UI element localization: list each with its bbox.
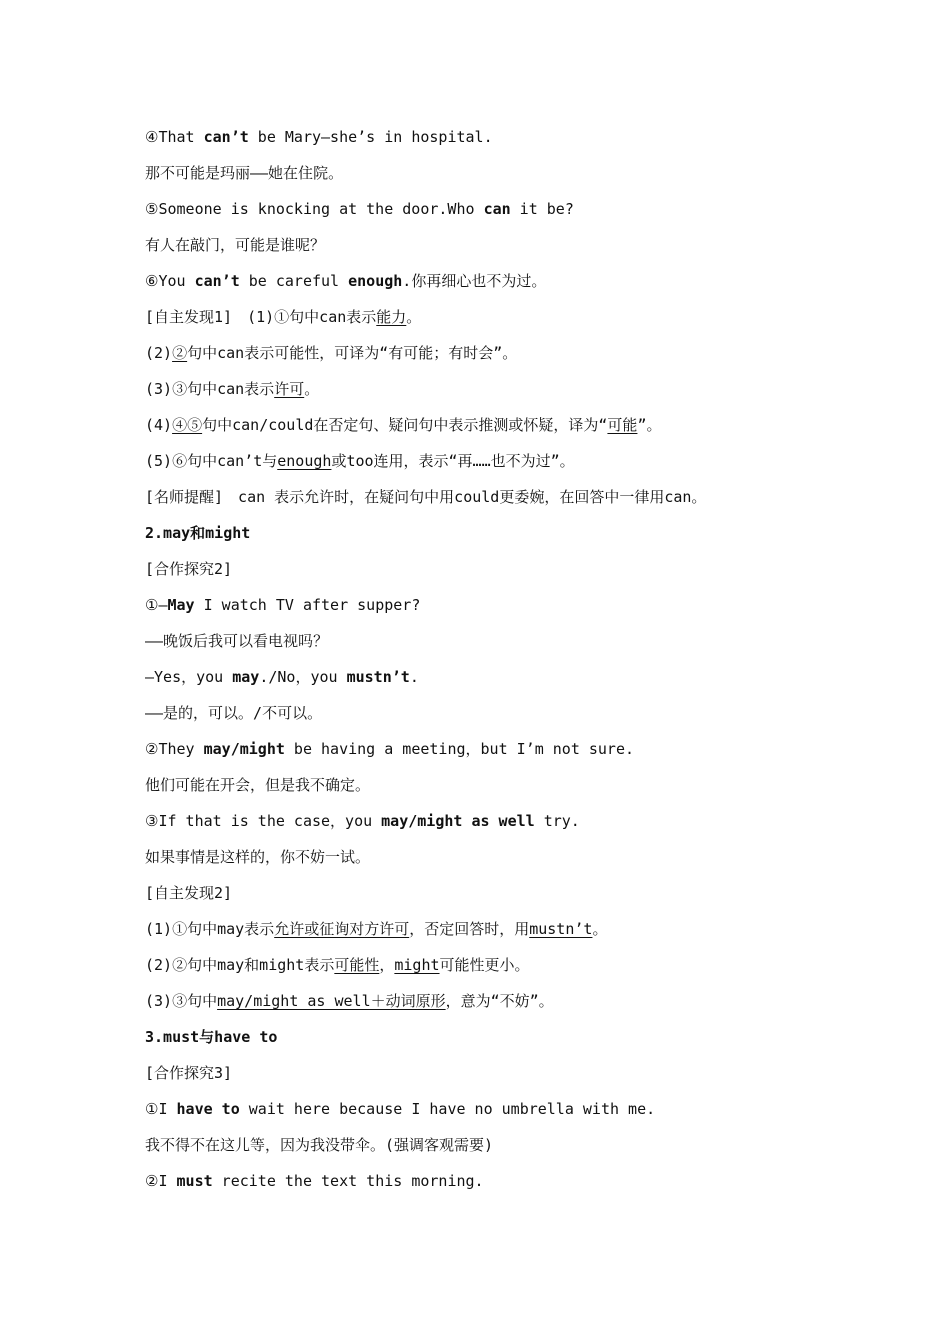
text-segment: .你再细心也不为过。 [402,272,547,290]
text-segment: ④That [145,128,204,146]
keyword-text: enough [348,272,403,290]
text-line [145,626,845,662]
text-segment: ①— [145,596,168,614]
text-segment: 我不得不在这儿等，因为我没带伞。(强调客观需要) [145,1136,494,1154]
text-segment: 他们可能在开会，但是我不确定。 [145,776,371,794]
text-segment: (1)①句中may表示 [145,920,275,938]
text-line [145,1094,845,1130]
text-segment: it be? [510,200,574,218]
answer-text: 能力 [376,308,407,326]
text-line [145,158,845,194]
text-segment: ②I [145,1172,177,1190]
text-line [145,122,845,158]
text-segment: [名师提醒] can 表示允许时，在疑问句中用could更委婉，在回答中一律用can。 [145,488,707,506]
text-segment: ，意为“不妨”。 [445,992,554,1010]
text-segment: [自主发现1] (1)①句中can表示 [145,308,377,326]
text-line [145,374,845,410]
text-line [145,590,845,626]
text-segment: ⑥You [145,272,195,290]
text-line [145,230,845,266]
text-segment: [合作探究2] [145,560,233,578]
text-segment: ①I [145,1100,177,1118]
text-segment: 有人在敲门，可能是谁呢？ [145,236,326,254]
keyword-text: may [232,668,260,686]
answer-text: might [394,956,440,974]
text-line [145,914,845,950]
text-segment: be Mary—she’s in hospital. [248,128,493,146]
text-line [145,446,845,482]
text-segment: wait here because I have no umbrella with me. [239,1100,656,1118]
text-line [145,878,845,914]
keyword-text: can’t [194,272,240,290]
keyword-text: 3.must与have to [145,1028,278,1046]
text-segment: ——晚饭后我可以看电视吗？ [145,632,329,650]
text-line [145,482,845,518]
text-line [145,770,845,806]
keyword-text: may/might as well [381,812,535,830]
text-segment: 。 [592,920,608,938]
answer-text: 许可 [274,380,305,398]
text-segment: 那不可能是玛丽——她在住院。 [145,164,344,182]
text-line [145,194,845,230]
text-segment: ，否定回答时，用 [409,920,530,938]
text-segment: 句中can表示可能性，可译为“有可能；有时会”。 [187,344,518,362]
text-line [145,734,845,770]
text-segment: try. [534,812,580,830]
text-line [145,662,845,698]
text-line [145,1058,845,1094]
keyword-text: mustn’t [346,668,410,686]
text-segment: . [409,668,419,686]
text-line [145,518,845,554]
answer-text: 可能 [607,416,638,434]
text-segment: (3)③句中 [145,992,218,1010]
text-segment: ⑤Someone is knocking at the door.Who [145,200,484,218]
keyword-text: can’t [203,128,249,146]
answer-text: enough [277,452,332,470]
text-segment: 。 [406,308,422,326]
text-segment: 。 [304,380,320,398]
keyword-text: can [483,200,511,218]
text-line [145,806,845,842]
text-line [145,302,845,338]
text-line [145,986,845,1022]
text-line [145,410,845,446]
text-segment: (2)②句中may和might表示 [145,956,335,974]
keyword-text: 2.may和might [145,524,251,542]
answer-text: mustn’t [529,920,593,938]
text-segment: recite the text this morning. [212,1172,484,1190]
text-line [145,698,845,734]
text-segment: ——是的，可以。/不可以。 [145,704,323,722]
text-segment: I watch TV after supper? [194,596,421,614]
text-line [145,554,845,590]
answer-text: ② [172,344,188,362]
text-segment: ./No，you [259,668,347,686]
keyword-text: must [176,1172,213,1190]
text-segment: ③If that is the case，you [145,812,382,830]
text-segment: (5)⑥句中can’t与 [145,452,278,470]
document-page [145,122,845,1202]
answer-text: may/might as well＋动词原形 [217,992,446,1010]
text-segment: be having a meeting，but I’m not sure. [284,740,635,758]
text-segment: (2) [145,344,173,362]
text-segment: (3)③句中can表示 [145,380,275,398]
keyword-text: have to [176,1100,240,1118]
text-segment: 或too连用，表示“再……也不为过”。 [331,452,575,470]
text-segment: 如果事情是这样的，你不妨一试。 [145,848,371,866]
keyword-text: may/might [203,740,285,758]
text-segment: ②They [145,740,204,758]
text-line [145,338,845,374]
text-segment: 可能性更小。 [439,956,530,974]
text-segment: ”。 [637,416,662,434]
text-segment: be careful [239,272,349,290]
text-line [145,950,845,986]
text-line [145,266,845,302]
keyword-text: May [167,596,195,614]
answer-text: 允许或征询对方许可 [274,920,410,938]
text-line [145,842,845,878]
text-segment: 句中can/could在否定句、疑问句中表示推测或怀疑，译为“ [202,416,608,434]
text-segment: [自主发现2] [145,884,233,902]
text-segment: —Yes，you [145,668,233,686]
text-segment: [合作探究3] [145,1064,233,1082]
text-segment: (4) [145,416,173,434]
text-line [145,1130,845,1166]
text-line [145,1022,845,1058]
answer-text: ④⑤ [172,416,203,434]
answer-text: 可能性 [334,956,380,974]
text-line [145,1166,845,1202]
text-segment: ， [379,956,395,974]
